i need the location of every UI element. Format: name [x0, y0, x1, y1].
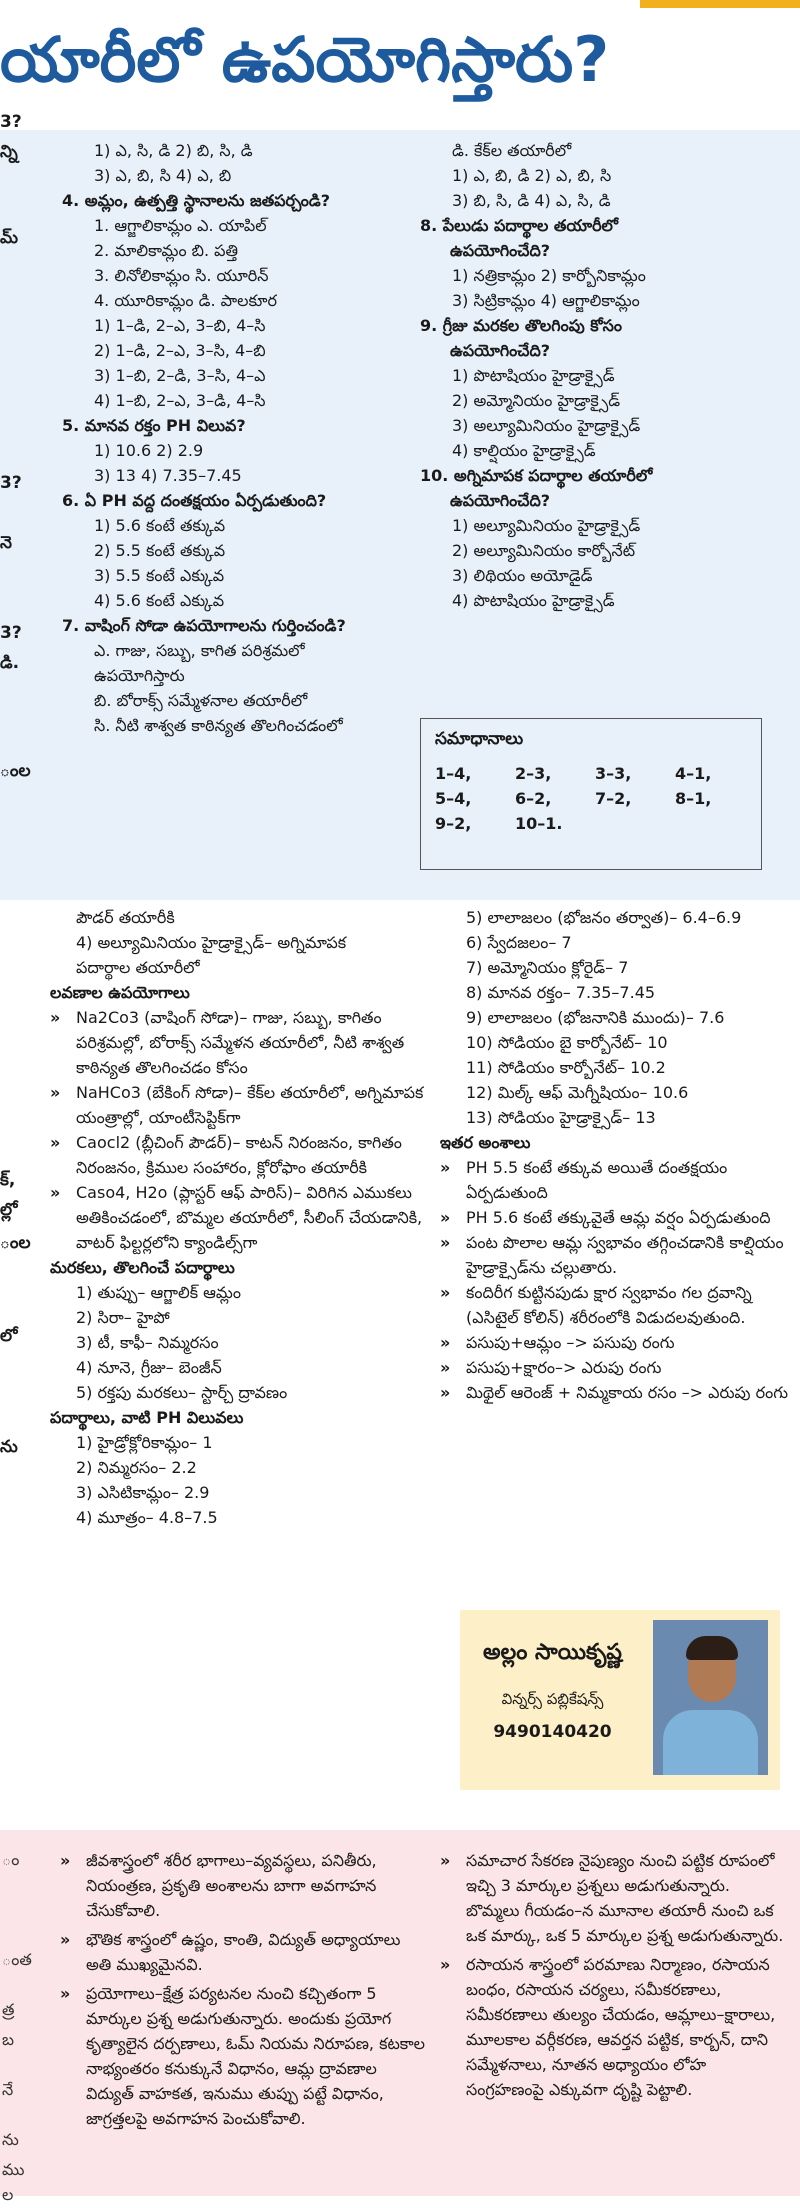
quiz-option: ఉపయోగిస్తారు — [94, 666, 185, 685]
bullet-text: పసుపు+క్షారం–> ఎరుపు రంగు — [466, 1358, 662, 1377]
body-column-2 — [440, 905, 795, 1405]
answer-item: 7–2, — [595, 789, 632, 808]
quiz-option: 3) 13 4) 7.35–7.45 — [94, 466, 242, 485]
quiz-option: 4) పొటాషియం హైడ్రాక్సైడ్ — [452, 591, 615, 610]
answer-item: 6–2, — [515, 789, 552, 808]
bullet-item — [50, 1080, 440, 1130]
bullet-arrow-icon: » — [60, 1984, 71, 2003]
list-item: 8) మానవ రక్తం– 7.35–7.45 — [466, 983, 656, 1002]
answer-item: 8–1, — [675, 789, 712, 808]
quiz-option: 3) బి, సి, డి 4) ఎ, సి, డి — [452, 191, 611, 210]
quiz-option: 3) లిథియం అయోడైడ్ — [452, 566, 593, 585]
bullet-arrow-icon: » — [440, 1851, 451, 1870]
bullet-text: మిథైల్ ఆరెంజ్ + నిమ్మకాయ రసం –> ఎరుపు రంగు — [466, 1383, 789, 1402]
edge-fragment: డి. — [0, 653, 20, 673]
answer-item: 5–4, — [435, 789, 472, 808]
quiz-option: 1) ఎ, బి, డి 2) ఎ, బి, సి — [452, 166, 612, 185]
bullet-item — [440, 1230, 795, 1280]
list-item: 10) సోడియం బై కార్బోనేట్– 10 — [466, 1033, 668, 1052]
edge-fragment: 3? — [0, 473, 22, 493]
quiz-option: 2. మాలికామ్లం బి. పత్తి — [94, 241, 239, 260]
quiz-option: 3) 1–బి, 2–డి, 3–సి, 4–ఎ — [94, 366, 266, 385]
bullet-arrow-icon: » — [60, 1930, 71, 1949]
list-item: 12) మిల్క్ ఆఫ్ మెగ్నీషియం– 10.6 — [466, 1083, 689, 1102]
bullet-arrow-icon: » — [440, 1333, 451, 1352]
bullet-arrow-icon: » — [50, 1008, 61, 1027]
quiz-option: 3) అల్యూమినియం హైడ్రాక్సైడ్ — [452, 416, 641, 435]
bullet-item — [50, 1005, 440, 1080]
section-heading: లవణాల ఉపయోగాలు — [50, 983, 190, 1002]
quiz-question: ఉపయోగించేది? — [450, 241, 551, 260]
author-publisher: విన్నర్స్ పబ్లికేషన్స్ — [501, 1690, 604, 1708]
section-heading: ఇతర అంశాలు — [440, 1133, 531, 1152]
answer-item: 4–1, — [675, 764, 712, 783]
quiz-option: 3. లినోలికామ్లం సి. యూరిన్ — [94, 266, 269, 285]
edge-fragment: త్ర — [2, 2000, 15, 2019]
edge-fragment: ం — [2, 1850, 20, 1869]
edge-fragment: ంల — [0, 1233, 31, 1253]
quiz-question: 5. మానవ రక్తం PH విలువ? — [62, 416, 246, 435]
list-item: 2) నిమ్మరసం– 2.2 — [76, 1458, 197, 1477]
list-item: 7) అమ్మోనియం క్లోరైడ్– 7 — [466, 958, 629, 977]
quiz-question: ఉపయోగించేది? — [450, 491, 551, 510]
list-item: 1) హైడ్రోక్లోరికామ్లం– 1 — [76, 1433, 213, 1452]
answer-item: 9–2, — [435, 814, 472, 833]
bullet-item — [440, 1330, 795, 1355]
quiz-option: సి. నీటి శాశ్వత కాఠిన్యత తొలగించడంలో — [94, 716, 343, 735]
tip-text: భౌతిక శాస్త్రంలో ఉష్ణం, కాంతి, విద్యుత్ అధ్యాయాలు అతి ముఖ్యమైనవి. — [86, 1930, 401, 1974]
quiz-question: 4. అమ్లం, ఉత్పత్తి స్థానాలను జతపర్చండి? — [62, 191, 331, 210]
bullet-item — [440, 1355, 795, 1380]
edge-fragment: లో — [0, 1326, 18, 1346]
quiz-option: డి. కేక్‌ల తయారీలో — [452, 141, 572, 160]
tip-item — [60, 1981, 425, 2131]
quiz-option: ఎ. గాజు, సబ్బు, కాగిత పరిశ్రమలో — [94, 641, 305, 660]
quiz-option: 1) 5.6 కంటే తక్కువ — [94, 516, 226, 535]
top-accent-bar — [640, 0, 800, 8]
bullet-arrow-icon: » — [440, 1283, 451, 1302]
bullet-text: పసుపు+ఆమ్లం –> పసుపు రంగు — [466, 1333, 675, 1352]
quiz-option: 2) అల్యూమినియం కార్బోనేట్ — [452, 541, 636, 560]
quiz-option: 1) ఎ, సి, డి 2) బి, సి, డి — [94, 141, 253, 160]
quiz-column-2 — [420, 138, 790, 613]
answer-item: 10–1. — [515, 814, 563, 833]
bullet-arrow-icon: » — [440, 1233, 451, 1252]
list-item: 4) నూనె, గ్రీజు– బెంజీన్ — [76, 1358, 222, 1377]
bullet-arrow-icon: » — [50, 1183, 61, 1202]
list-item: 11) సోడియం కార్బోనేట్– 10.2 — [466, 1058, 666, 1077]
quiz-question: 7. వాషింగ్ సోడా ఉపయోగాలను గుర్తించండి? — [62, 616, 346, 635]
section-heading: పదార్థాలు, వాటి PH విలువలు — [50, 1408, 244, 1427]
quiz-option: 2) 5.5 కంటే తక్కువ — [94, 541, 226, 560]
bullet-arrow-icon: » — [50, 1133, 61, 1152]
list-item: 6) స్వేదజలం– 7 — [466, 933, 572, 952]
author-phone: 9490140420 — [493, 1722, 612, 1742]
tip-item — [440, 1848, 785, 1948]
bullet-text: కందిరీగ కుట్టినపుడు క్షార స్వభావం గల ద్రవాన్ని (ఎసిటైల్ కోలిన్) శరీరంలోకి విడుదలవుతుంది. — [466, 1283, 752, 1327]
edge-fragment: ను — [0, 1437, 18, 1457]
answers-box — [420, 718, 762, 870]
bullet-arrow-icon: » — [440, 1955, 451, 1974]
tips-column-2 — [440, 1848, 785, 2106]
answer-item: 3–3, — [595, 764, 632, 783]
bullet-text: Caso4, H2o (ప్లాస్టర్ ఆఫ్ పారిస్)– విరిగిన ఎముకలు అతికించడంలో, బొమ్మల తయారీలో, సీలింగ్ చేయడానికి, వాటర్ ఫిల్టర్లలోని క్యాండిల్స్‌గా — [76, 1183, 423, 1252]
bullet-arrow-icon: » — [60, 1851, 71, 1870]
tip-item — [440, 1952, 785, 2102]
author-name: అల్లం సాయికృష్ణ — [483, 1640, 622, 1665]
bullet-arrow-icon: » — [50, 1083, 61, 1102]
bullet-item — [440, 1280, 795, 1330]
bullet-arrow-icon: » — [440, 1158, 451, 1177]
edge-fragment: ల్లో — [0, 1200, 18, 1220]
edge-fragment: ల — [2, 2185, 14, 2204]
quiz-question: 6. ఏ PH వద్ద దంతక్షయం ఏర్పడుతుంది? — [62, 491, 327, 510]
edge-fragment: న్ని — [0, 142, 18, 162]
quiz-option: 2) అమ్మోనియం హైడ్రాక్సైడ్ — [452, 391, 621, 410]
photo-shirt — [663, 1710, 758, 1775]
body-column-1 — [50, 905, 440, 1530]
bullet-item — [440, 1380, 795, 1405]
edge-fragment: ను — [2, 2130, 19, 2149]
quiz-column-1 — [62, 138, 402, 738]
list-item: 5) లాలాజలం (భోజనం తర్వాత)– 6.4–6.9 — [466, 908, 742, 927]
edge-fragment: నె — [0, 533, 12, 553]
quiz-question: 9. గ్రీజు మరకల తొలగింపు కోసం — [420, 316, 622, 335]
tip-text: సమాచార సేకరణ నైపుణ్యం నుంచి పట్టిక రూపంలో ఇచ్చి 3 మార్కుల ప్రశ్నలు అడుగుతున్నారు. బొమ్మలు గీయడం–న మూనాల తయారీ నుంచి ఒక ఒక మార్కు, ఒక 5 మార్కుల ప్రశ్న అడుగుతున్నారు. — [466, 1851, 784, 1945]
list-item: 3) ఎసిటికామ్లం– 2.9 — [76, 1483, 210, 1502]
quiz-option: 2) 1–డి, 2–ఎ, 3–సి, 4–బి — [94, 341, 266, 360]
list-item: 13) సోడియం హైడ్రాక్సైడ్– 13 — [466, 1108, 656, 1127]
tip-item — [60, 1848, 425, 1923]
quiz-question: ఉపయోగించేది? — [450, 341, 551, 360]
edge-fragment: ంల — [0, 761, 31, 781]
headline: యారీలో ఉపయోగిస్తారు? — [0, 23, 610, 96]
list-item: 5) రక్తపు మరకలు– స్టార్చ్ ద్రావణం — [76, 1383, 288, 1402]
quiz-option: 1. ఆగ్జాలికామ్లం ఎ. యాపిల్ — [94, 216, 267, 235]
quiz-option: 1) పొటాషియం హైడ్రాక్సైడ్ — [452, 366, 615, 385]
bullet-text: Caocl2 (బ్లీచింగ్ పౌడర్)– కాటన్ నిరంజనం, కాగితం నిరంజనం, క్రిముల సంహారం, క్లోరోఫాం తయారీకి — [76, 1133, 402, 1177]
author-card — [460, 1610, 780, 1790]
list-item: 9) లాలాజలం (భోజనానికి ముందు)– 7.6 — [466, 1008, 725, 1027]
edge-fragment: ము — [2, 2160, 25, 2179]
answers-title: సమాధానాలు — [435, 729, 524, 749]
tips-column-1 — [60, 1848, 425, 2135]
bullet-arrow-icon: » — [440, 1208, 451, 1227]
author-photo — [653, 1620, 768, 1775]
list-item: 4) అల్యూమినియం హైడ్రాక్సైడ్– అగ్నిమాపక — [76, 933, 347, 952]
bullet-item — [50, 1180, 440, 1255]
quiz-option: 1) 10.6 2) 2.9 — [94, 441, 204, 460]
bullet-item — [440, 1205, 795, 1230]
edge-fragment: నే — [2, 2080, 14, 2099]
answer-item: 1–4, — [435, 764, 472, 783]
tip-text: రసాయన శాస్త్రంలో పరమాణు నిర్మాణం, రసాయన బంధం, రసాయన చర్యలు, సమీకరణాలు, సమీకరణాలు తుల్యం చేయడం, ఆమ్లాలు–క్షారాలు, మూలకాల వర్గీకరణ, ఆవర్తన పట్టిక, కార్బన్, దాని సమ్మేళనాలు, నూతన అధ్యాయం లోహ సంగ్రహణంపై ఎక్కువగా దృష్టి పెట్టాలి. — [466, 1955, 776, 2099]
quiz-option: 4. యూరికామ్లం డి. పాలకూర — [94, 291, 277, 310]
bullet-arrow-icon: » — [440, 1383, 451, 1402]
quiz-option: 1) నత్రికామ్లం 2) కార్బోనికామ్లం — [452, 266, 646, 285]
edge-fragment: మ్ — [0, 228, 18, 248]
bullet-item — [440, 1155, 795, 1205]
list-item: 4) మూత్రం– 4.8–7.5 — [76, 1508, 218, 1527]
bullet-text: PH 5.5 కంటే తక్కువ అయితే దంతక్షయం ఏర్పడుతుంది — [466, 1158, 728, 1202]
quiz-option: 3) 5.5 కంటే ఎక్కువ — [94, 566, 225, 585]
list-item: పదార్థాల తయారీలో — [76, 958, 200, 977]
quiz-option: 4) 1–బి, 2–ఎ, 3–డి, 4–సి — [94, 391, 266, 410]
tip-text: ప్రయోగాలు–క్షేత్ర పర్యటనల నుంచి కచ్చితంగా 5 మార్కుల ప్రశ్న అడుగుతున్నారు. అందుకు ప్రయోగ కృత్యాలైన దర్పణాలు, ఓమ్ నియమ నిరూపణ, కటకాల నాభ్యంతరం కనుక్కునే విధానం, ఆమ్ల ద్రావణాల విద్యుత్ వాహకత, ఇనుము తుప్పు పట్టే విధానం, జాగ్రత్తలపై అవగాహన పెంచుకోవాలి. — [86, 1984, 426, 2128]
photo-hair — [686, 1636, 738, 1660]
bullet-text: NaHCo3 (బేకింగ్ సోడా)– కేక్‌ల తయారీలో, అగ్నిమాపక యంత్రాల్లో, యాంటీసెప్టిక్‌గా — [76, 1083, 424, 1127]
tip-item — [60, 1927, 425, 1977]
edge-fragment: బ — [2, 2030, 15, 2049]
quiz-option: 3) ఎ, బి, సి 4) ఎ, బి — [94, 166, 232, 185]
bullet-arrow-icon: » — [440, 1358, 451, 1377]
list-item: పౌడర్ తయారీకి — [76, 908, 175, 927]
section-heading: మరకలు, తొలగించే పదార్థాలు — [50, 1258, 235, 1277]
edge-fragment: ంత — [2, 1950, 32, 1969]
quiz-option: బి. బోరాక్స్ సమ్మేళనాల తయారీలో — [94, 691, 308, 710]
list-item: 2) సిరా– హైపో — [76, 1308, 170, 1327]
quiz-option: 4) కాల్షియం హైడ్రాక్సైడ్ — [452, 441, 596, 460]
bullet-item — [50, 1130, 440, 1180]
edge-fragment: 3? — [0, 112, 22, 132]
edge-fragment: 3? — [0, 623, 22, 643]
quiz-option: 1) 1–డి, 2–ఎ, 3–బి, 4–సి — [94, 316, 266, 335]
quiz-question: 10. అగ్నిమాపక పదార్థాల తయారీలో — [420, 466, 653, 485]
list-item: 1) తుప్పు– ఆగ్జాలిక్ ఆమ్లం — [76, 1283, 241, 1302]
quiz-option: 4) 5.6 కంటే ఎక్కువ — [94, 591, 225, 610]
edge-fragment: క్, — [0, 1170, 16, 1190]
bullet-text: Na2Co3 (వాషింగ్ సోడా)– గాజు, సబ్బు, కాగితం పరిశ్రమల్లో, బోరాక్స్ సమ్మేళన తయారీలో, నీటి శాశ్వత కాఠిన్యత తొలగించడం కోసం — [76, 1008, 405, 1077]
tips-panel — [0, 1830, 800, 2204]
quiz-option: 1) అల్యూమినియం హైడ్రాక్సైడ్ — [452, 516, 641, 535]
bullet-text: పంట పొలాల ఆమ్ల స్వభావం తగ్గించడానికి కాల్షియం హైడ్రాక్సైడ్‌ను చల్లుతారు. — [466, 1233, 784, 1277]
tip-text: జీవశాస్త్రంలో శరీర భాగాలు–వ్యవస్థలు, పనితీరు, నియంత్రణ, ప్రకృతి అంశాలను బాగా అవగాహన చేసుకోవాలి. — [86, 1851, 377, 1920]
list-item: 3) టీ, కాఫీ– నిమ్మరసం — [76, 1333, 219, 1352]
bullet-text: PH 5.6 కంటే తక్కువైతే ఆమ్ల వర్షం ఏర్పడుతుంది — [466, 1208, 771, 1227]
quiz-question: 8. పేలుడు పదార్థాల తయారీలో — [420, 216, 619, 235]
quiz-option: 3) సిట్రికామ్లం 4) ఆగ్జాలికామ్లం — [452, 291, 640, 310]
answers-grid — [435, 764, 755, 833]
answer-item: 2–3, — [515, 764, 552, 783]
